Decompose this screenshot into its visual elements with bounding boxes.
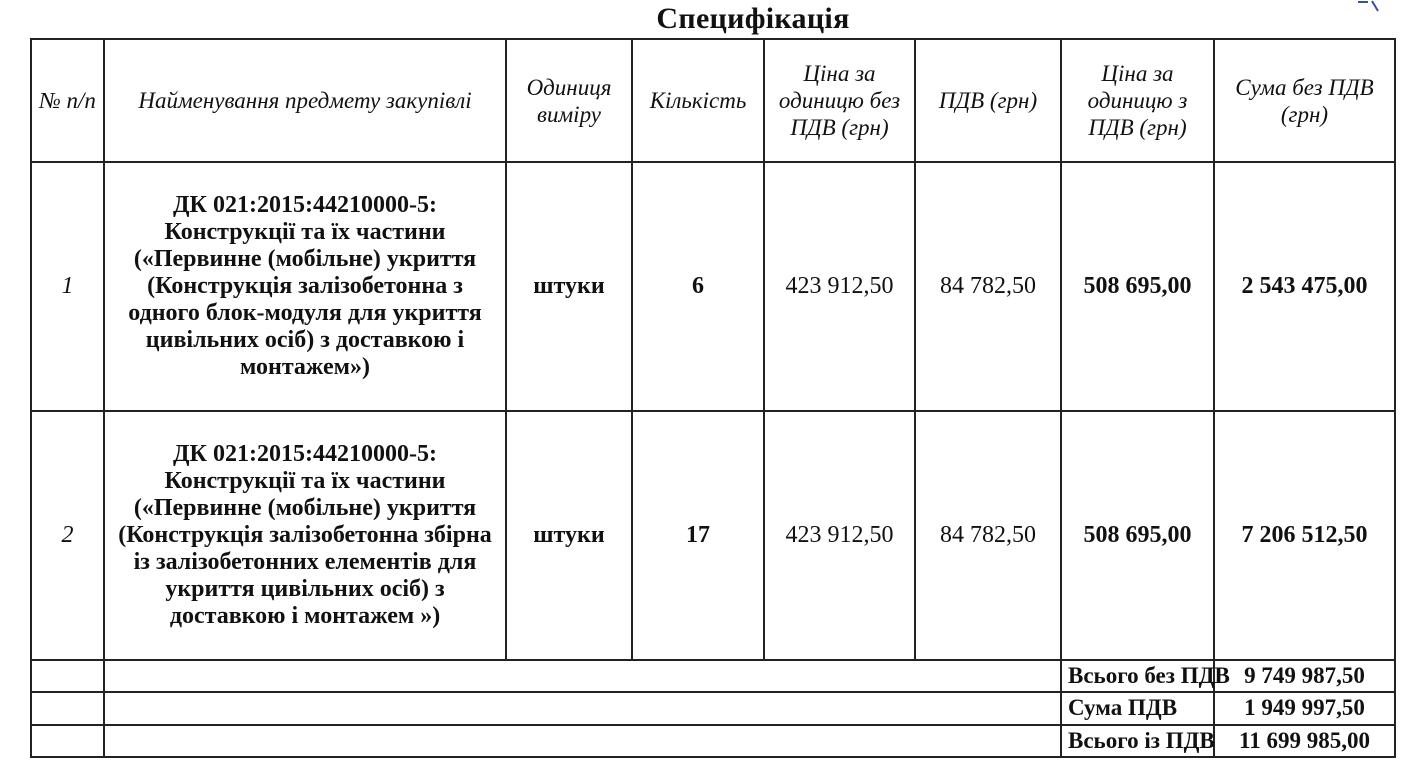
table-row: [31, 162, 1395, 411]
total-label: Сума ПДВ: [1061, 692, 1214, 724]
specification-table: [30, 38, 1396, 758]
table-header-row: [31, 39, 1395, 162]
total-value: 9 749 987,50: [1214, 660, 1395, 692]
item-unit: штуки: [506, 411, 632, 660]
item-vat: 84 782,50: [915, 162, 1061, 411]
header-price-no-vat: Ціна за одиницю без ПДВ (грн): [764, 39, 915, 162]
total-value: 1 949 997,50: [1214, 692, 1395, 724]
header-unit: Одиниця виміру: [506, 39, 632, 162]
item-vat: 84 782,50: [915, 411, 1061, 660]
row-number: 1: [31, 162, 104, 411]
table-row: [31, 411, 1395, 660]
row-number: 2: [31, 411, 104, 660]
header-vat: ПДВ (грн): [915, 39, 1061, 162]
item-sum-no-vat: 7 206 512,50: [1214, 411, 1395, 660]
item-price-with-vat: 508 695,00: [1061, 411, 1214, 660]
total-value: 11 699 985,00: [1214, 725, 1395, 757]
item-name: ДК 021:2015:44210000-5: Конструкції та їх частини («Первинне (мобільне) укриття (Конструкція залізобетонна збірна із залізобетонних елементів для укриття цивільних осіб) з доставкою і монтажем »): [104, 411, 506, 660]
header-price-with-vat: Ціна за одиницю з ПДВ (грн): [1061, 39, 1214, 162]
empty-cell: [104, 660, 1061, 692]
empty-cell: [31, 725, 104, 757]
item-price-no-vat: 423 912,50: [764, 162, 915, 411]
empty-cell: [31, 692, 104, 724]
total-row-vat: [31, 692, 1395, 724]
empty-cell: [104, 692, 1061, 724]
item-unit: штуки: [506, 162, 632, 411]
header-num: № п/п: [31, 39, 104, 162]
item-sum-no-vat: 2 543 475,00: [1214, 162, 1395, 411]
total-label: Всього із ПДВ: [1061, 725, 1214, 757]
page-title: Специфікація: [656, 2, 850, 35]
header-qty: Кількість: [632, 39, 764, 162]
empty-cell: [31, 660, 104, 692]
empty-cell: [104, 725, 1061, 757]
total-label: Всього без ПДВ: [1061, 660, 1214, 692]
item-quantity: 6: [632, 162, 764, 411]
total-row-no-vat: [31, 660, 1395, 692]
item-price-with-vat: 508 695,00: [1061, 162, 1214, 411]
item-quantity: 17: [632, 411, 764, 660]
header-name: Найменування предмету закупівлі: [104, 39, 506, 162]
item-name: ДК 021:2015:44210000-5: Конструкції та їх частини («Первинне (мобільне) укриття (Конструкція залізобетонна з одного блок-модуля для укриття цивільних осіб) з доставкою і монтажем»): [104, 162, 506, 411]
item-price-no-vat: 423 912,50: [764, 411, 915, 660]
header-sum-no-vat: Сума без ПДВ (грн): [1214, 39, 1395, 162]
total-row-with-vat: [31, 725, 1395, 757]
